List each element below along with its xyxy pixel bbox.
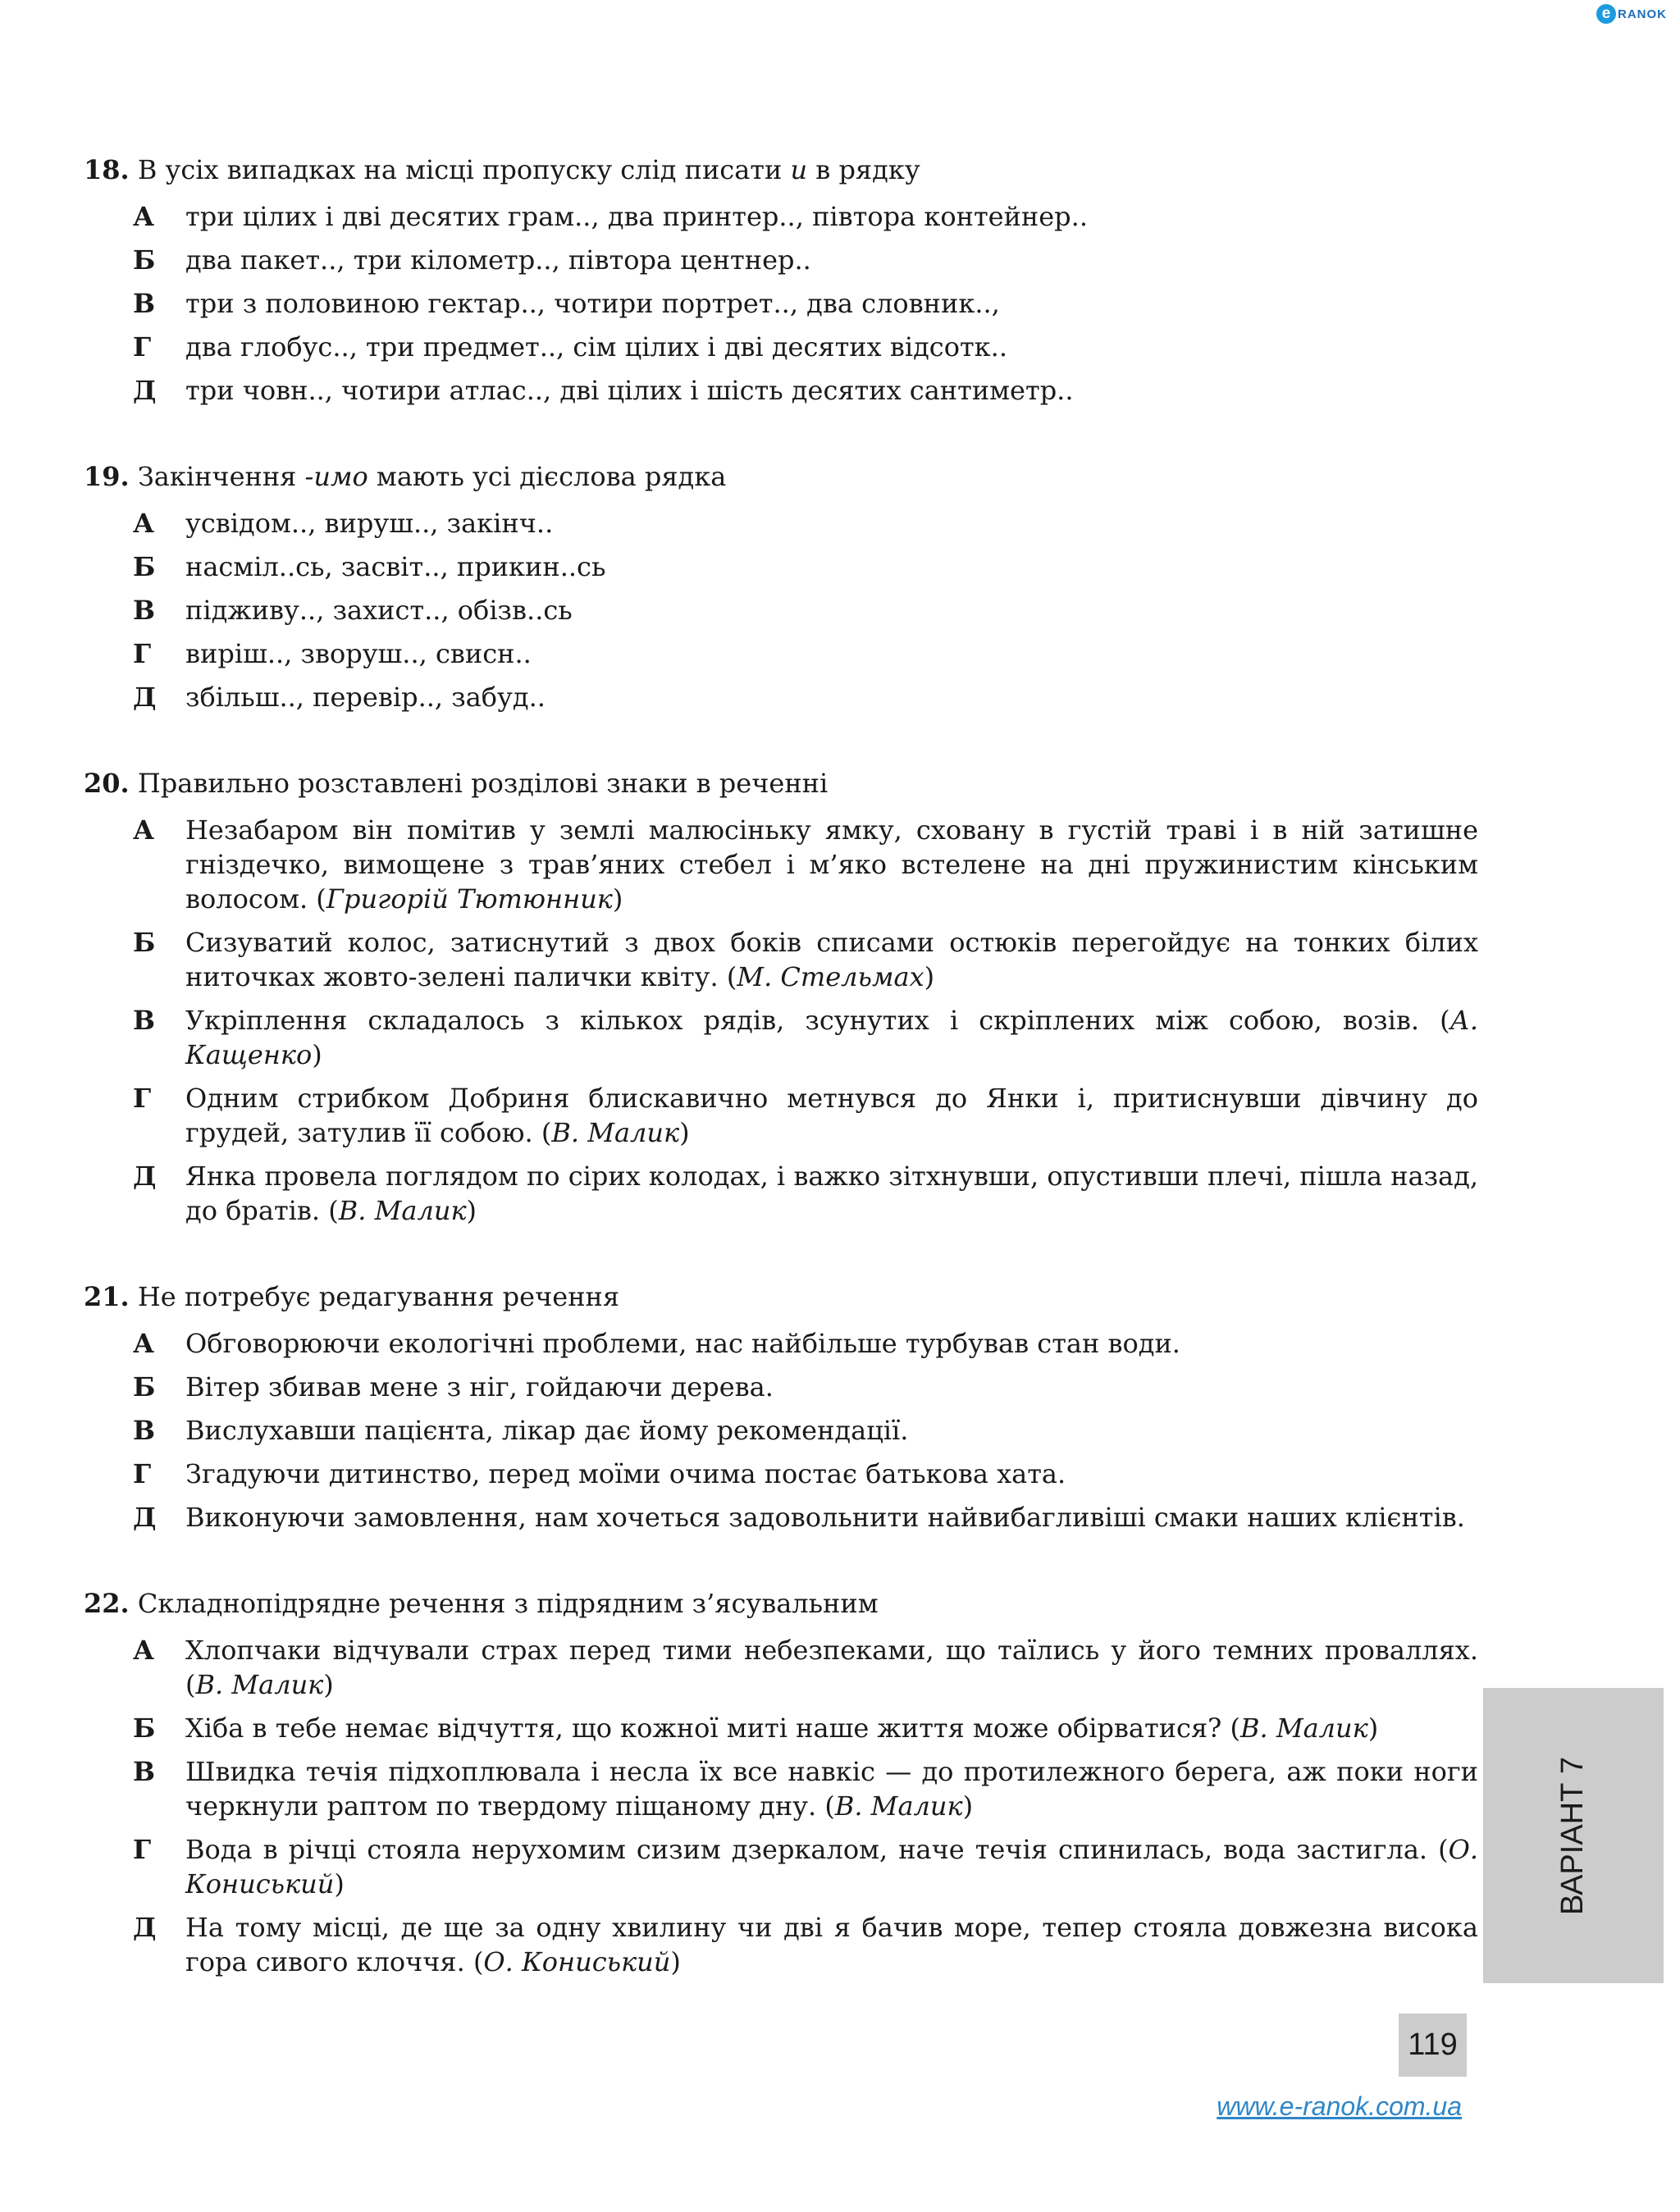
question-stem [84, 153, 1478, 187]
option-sentence: насміл..сь, засвіт.., прикин..сь [185, 551, 606, 582]
question-number: 18. [84, 154, 130, 185]
answer-option [133, 1754, 1478, 1823]
logo-text: RANOK [1618, 7, 1667, 21]
option-sentence: Сизуватий колос, затиснутий з двох боків списами остюків перегойдує на тонких білих ниточках жовто-зелені палички квіту. ( [185, 927, 1478, 992]
question-highlight: и [790, 154, 808, 185]
option-sentence: три цілих і дві десятих грам.., два принтер.., півтора контейнер.. [185, 201, 1088, 232]
answer-option [133, 813, 1478, 916]
option-author: М. Стельмах [737, 961, 924, 992]
answer-options [133, 1326, 1478, 1535]
question-number: 21. [84, 1281, 130, 1312]
question-number: 22. [84, 1588, 130, 1619]
option-text [185, 1711, 1478, 1745]
option-text [185, 1081, 1478, 1150]
option-letter: Г [133, 638, 152, 669]
option-letter: Г [133, 1834, 152, 1865]
option-author: В. Малик [195, 1669, 324, 1700]
question-text: Складнопідрядне речення з підрядним з’ясувальним [137, 1588, 879, 1619]
option-text [185, 1003, 1478, 1072]
option-letter: А [133, 1635, 155, 1666]
option-letter: В [133, 595, 156, 626]
option-text [185, 1159, 1478, 1228]
answer-option [133, 1003, 1478, 1072]
option-sentence: виріш.., зворуш.., свисн.. [185, 638, 532, 669]
answer-option [133, 1500, 1478, 1535]
option-author: В. Малик [551, 1117, 680, 1148]
answer-option [133, 1326, 1478, 1361]
option-letter: Д [133, 1912, 157, 1943]
option-letter: Б [133, 1371, 156, 1402]
question-stem [84, 459, 1478, 494]
website-link[interactable]: www.e-ranok.com.ua [1217, 2091, 1462, 2121]
option-sentence: Незабаром він помітив у землі малюсіньку ямку, сховану в густій траві і в ній затишне гніздечко, вимощене з трав’яних стебел і м’яко встелене на дні пружинистим кінським волосом. ( [185, 814, 1478, 914]
option-tail: ) [962, 1790, 974, 1822]
option-sentence: Швидка течія підхоплювала і несла їх все навкіс — до протилежного берега, аж поки ноги черкнули раптом по твердому піщаному дну. ( [185, 1756, 1478, 1822]
publisher-logo [1596, 3, 1667, 25]
question-text: Не потребує редагування речення [137, 1281, 620, 1312]
option-text [185, 1457, 1478, 1491]
answer-option [133, 550, 1478, 584]
option-letter: Б [133, 551, 156, 582]
option-text [185, 199, 1478, 234]
answer-options [133, 506, 1478, 714]
answer-option [133, 373, 1478, 408]
option-tail: ) [924, 961, 935, 992]
question-18 [84, 153, 1478, 408]
option-letter: А [133, 1328, 155, 1359]
option-text [185, 1500, 1478, 1535]
question-stem [84, 1279, 1478, 1314]
answer-option [133, 1370, 1478, 1404]
option-sentence: Одним стрибком Добриня блискавично метнувся до Янки і, притиснувши дівчину до грудей, затулив її собою. ( [185, 1083, 1478, 1148]
option-text [185, 1413, 1478, 1448]
answer-options [133, 813, 1478, 1228]
answer-option [133, 1081, 1478, 1150]
answer-option [133, 330, 1478, 364]
question-text-after: в рядку [815, 154, 920, 185]
question-22 [84, 1586, 1478, 1979]
question-stem [84, 766, 1478, 800]
question-text: Правильно розставлені розділові знаки в реченні [137, 768, 829, 799]
option-text [185, 925, 1478, 994]
option-letter: Б [133, 927, 156, 958]
answer-option [133, 680, 1478, 714]
option-sentence: підживу.., захист.., обізв..сь [185, 595, 573, 626]
option-author: О. Кониський [483, 1946, 671, 1977]
option-letter: В [133, 1415, 156, 1446]
option-sentence: Обговорюючи екологічні проблеми, нас найбільше турбував стан води. [185, 1328, 1180, 1359]
page-number: 119 [1399, 2014, 1467, 2077]
option-letter: А [133, 814, 155, 846]
option-author: Григорій Тютюнник [326, 883, 613, 914]
answer-options [133, 199, 1478, 408]
option-text [185, 1633, 1478, 1702]
answer-option [133, 286, 1478, 321]
option-sentence: Янка провела поглядом по сірих колодах, і важко зітхнувши, опустивши плечі, пішла назад, до братів. ( [185, 1161, 1478, 1226]
option-tail: ) [679, 1117, 690, 1148]
answer-option [133, 1832, 1478, 1901]
answer-option [133, 1457, 1478, 1491]
question-text: В усіх випадках на місці пропуску слід писати [137, 154, 783, 185]
option-author: О. Кониський [185, 1834, 1478, 1900]
variant-label: ВАРІАНТ 7 [1555, 1756, 1591, 1915]
question-text-after: мають усі дієслова рядка [376, 461, 727, 492]
option-letter: Д [133, 375, 157, 406]
option-sentence: Вода в річці стояла нерухомим сизим дзеркалом, наче течія спинилась, вода застигла. ( [185, 1834, 1449, 1865]
answer-option [133, 636, 1478, 671]
question-text: Закінчення [137, 461, 297, 492]
answer-option [133, 593, 1478, 627]
answer-option [133, 243, 1478, 277]
option-letter: Г [133, 331, 152, 363]
option-letter: В [133, 1756, 156, 1787]
option-tail: ) [323, 1669, 334, 1700]
question-stem [84, 1586, 1478, 1621]
question-21 [84, 1279, 1478, 1535]
option-letter: А [133, 201, 155, 232]
answer-option [133, 506, 1478, 540]
option-text [185, 330, 1478, 364]
option-sentence: два глобус.., три предмет.., сім цілих і дві десятих відсотк.. [185, 331, 1008, 363]
question-number: 20. [84, 768, 130, 799]
question-highlight: -имо [304, 461, 368, 492]
option-letter: А [133, 508, 155, 539]
option-letter: В [133, 288, 156, 319]
option-sentence: два пакет.., три кілометр.., півтора центнер.. [185, 244, 811, 276]
option-tail: ) [466, 1195, 477, 1226]
option-sentence: Укріплення складалось з кількох рядів, зсунутих і скріплених між собою, возів. ( [185, 1005, 1450, 1036]
option-text [185, 1326, 1478, 1361]
option-sentence: На тому місці, де ще за одну хвилину чи дві я бачив море, тепер стояла довжезна висока гора сивого клоччя. ( [185, 1912, 1478, 1977]
option-text [185, 286, 1478, 321]
questions-container [84, 153, 1478, 2031]
answer-option [133, 1159, 1478, 1228]
option-sentence: збільш.., перевір.., забуд.. [185, 682, 546, 713]
answer-options [133, 1633, 1478, 1979]
option-text [185, 1832, 1478, 1901]
option-author: В. Малик [338, 1195, 467, 1226]
option-letter: Д [133, 1502, 157, 1533]
option-letter: Д [133, 682, 157, 713]
option-letter: Г [133, 1083, 152, 1114]
option-tail: ) [612, 883, 623, 914]
option-sentence: Згадуючи дитинство, перед моїми очима постає батькова хата. [185, 1458, 1066, 1489]
answer-option [133, 199, 1478, 234]
option-author: В. Малик [1239, 1713, 1368, 1744]
option-sentence: Хлопчаки відчували страх перед тими небезпеками, що таїлись у його темних проваллях. ( [185, 1635, 1478, 1700]
option-text [185, 813, 1478, 916]
option-text [185, 506, 1478, 540]
option-text [185, 593, 1478, 627]
option-text [185, 373, 1478, 408]
option-text [185, 680, 1478, 714]
option-text [185, 1370, 1478, 1404]
option-tail: ) [1367, 1713, 1379, 1744]
answer-option [133, 1413, 1478, 1448]
option-letter: Б [133, 1713, 156, 1744]
option-sentence: три з половиною гектар.., чотири портрет.., два словник.., [185, 288, 1000, 319]
option-sentence: Вітер збивав мене з ніг, гойдаючи дерева. [185, 1371, 774, 1402]
option-text [185, 636, 1478, 671]
logo-e-icon: e [1596, 4, 1616, 24]
variant-tab [1483, 1688, 1664, 1983]
option-sentence: три човн.., чотири атлас.., дві цілих і шість десятих сантиметр.. [185, 375, 1074, 406]
option-sentence: Вислухавши пацієнта, лікар дає йому рекомендації. [185, 1415, 909, 1446]
option-letter: Д [133, 1161, 157, 1192]
question-19 [84, 459, 1478, 714]
answer-option [133, 1711, 1478, 1745]
question-number: 19. [84, 461, 130, 492]
question-20 [84, 766, 1478, 1228]
option-sentence: Хіба в тебе немає відчуття, що кожної миті наше життя може обірватися? ( [185, 1713, 1240, 1744]
option-letter: Б [133, 244, 156, 276]
option-sentence: усвідом.., вируш.., закінч.. [185, 508, 554, 539]
option-tail: ) [312, 1039, 322, 1070]
option-text [185, 1754, 1478, 1823]
option-tail: ) [334, 1868, 345, 1900]
option-tail: ) [670, 1946, 681, 1977]
option-author: В. Малик [834, 1790, 963, 1822]
option-author: А. Кащенко [185, 1005, 1478, 1070]
option-text [185, 243, 1478, 277]
option-text [185, 550, 1478, 584]
answer-option [133, 1910, 1478, 1979]
option-text [185, 1910, 1478, 1979]
option-letter: Г [133, 1458, 152, 1489]
option-sentence: Виконуючи замовлення, нам хочеться задовольнити найвибагливіші смаки наших клієнтів. [185, 1502, 1465, 1533]
answer-option [133, 1633, 1478, 1702]
option-letter: В [133, 1005, 156, 1036]
answer-option [133, 925, 1478, 994]
